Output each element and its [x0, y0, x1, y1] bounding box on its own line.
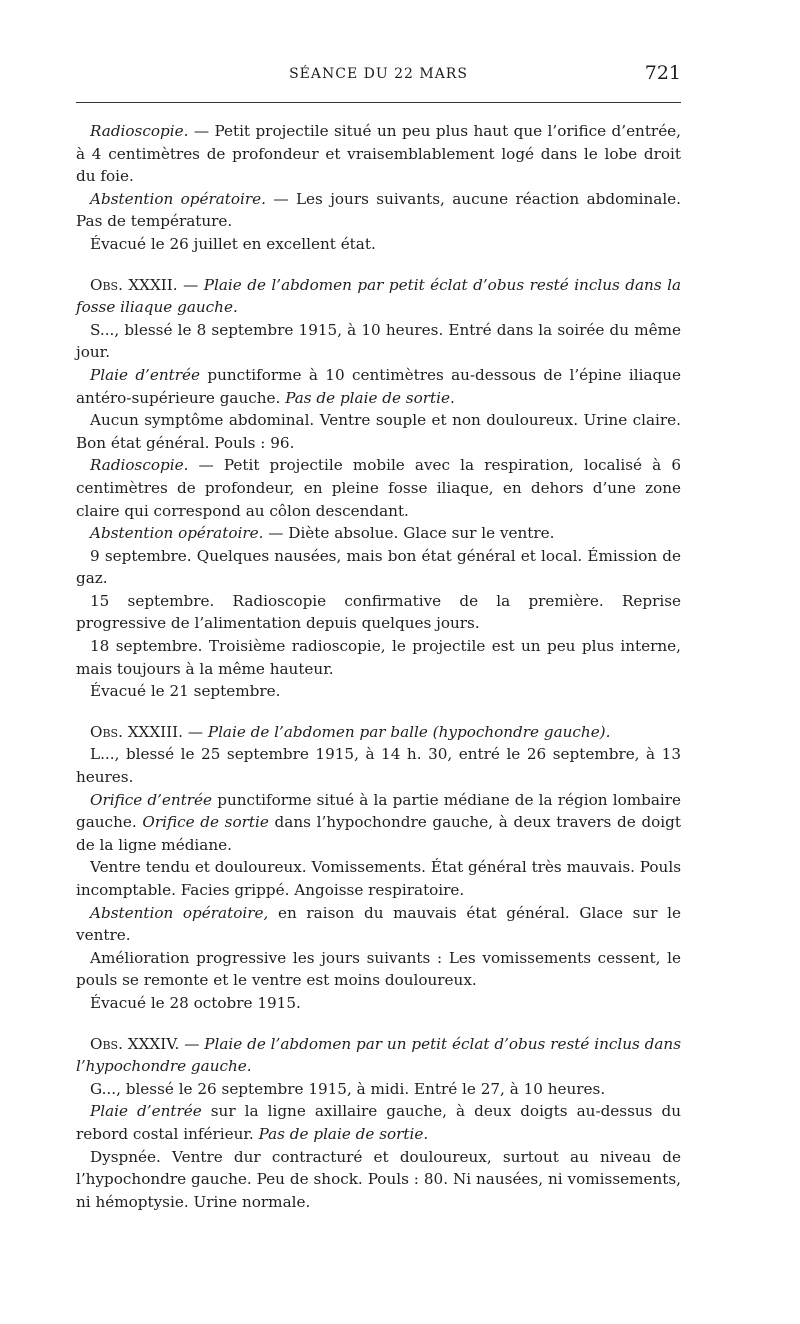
text-span: G..., blessé le 26 septembre 1915, à midi. Entré le 27, à 10 heures.: [90, 1079, 606, 1098]
paragraph: [76, 743, 681, 788]
text-span: 9 septembre. Quelques nausées, mais bon état général et local. Émission de gaz.: [76, 546, 681, 588]
text-span: 15 septembre. Radioscopie confirmative de la première. Reprise progressive de l’alimentation depuis quelques jours.: [76, 591, 681, 633]
text-span: —: [179, 1034, 205, 1053]
italic-text: Abstention opératoire.: [90, 524, 264, 543]
italic-text: Orifice de sortie: [142, 813, 269, 832]
italic-text: Plaie de l’abdomen par petit éclat d’obus resté inclus dans la fosse iliaque gauche.: [76, 275, 681, 317]
running-head-title: SÉANCE DU 22 MARS: [289, 66, 468, 82]
paragraph: [76, 188, 681, 233]
paragraph: [76, 1146, 681, 1214]
text-span: — Les jours suivants, aucune réaction abdominale. Pas de température.: [76, 189, 682, 231]
italic-text: Plaie d’entrée: [90, 1102, 202, 1121]
paragraph: [76, 454, 681, 522]
italic-text: Plaie de l’abdomen par balle (hypochondre gauche).: [207, 722, 611, 741]
paragraph: [76, 992, 681, 1015]
paragraph: [76, 522, 681, 545]
text-span: L..., blessé le 25 septembre 1915, à 14 h. 30, entré le 26 septembre, à 13 heures.: [76, 745, 681, 787]
paragraph: [76, 319, 681, 364]
paragraph: [76, 409, 681, 454]
text-span: — Petit projectile situé un peu plus haut que l’orifice d’entrée, à 4 centimètres de profondeur et vraisemblablement logé dans le lobe droit du foie.: [76, 122, 681, 186]
paragraph: [76, 233, 681, 256]
paragraph: [76, 590, 681, 635]
body-text: [76, 120, 681, 1213]
text-span: Ventre tendu et douloureux. Vomissements. État général très mauvais. Pouls incomptable. Facies grippé. Angoisse respiratoire.: [76, 858, 681, 899]
italic-text: Radioscopie.: [90, 122, 189, 140]
paragraph: [76, 947, 681, 992]
text-span: Évacué le 28 octobre 1915.: [90, 993, 301, 1012]
text-span: Dyspnée. Ventre dur contracturé et douloureux, surtout au niveau de l’hypochondre gauche. Peu de shock. Pouls : 80. Ni nausées, ni vomissements, ni hémoptysie. Urine normale.: [76, 1147, 681, 1211]
paragraph: [76, 680, 681, 703]
text-span: —: [183, 722, 208, 741]
italic-text: Abstention opératoire,: [90, 903, 269, 922]
text-span: Amélioration progressive les jours suivants : Les vomissements cessent, le pouls se remonte et le ventre est moins douloureux.: [76, 948, 681, 990]
italic-text: Orifice d’entrée: [90, 790, 213, 809]
paragraph: [76, 274, 681, 319]
running-head: [76, 62, 681, 86]
text-span: 18 septembre. Troisième radioscopie, le projectile est un peu plus interne, mais toujours à la même hauteur.: [76, 637, 681, 678]
page-number: 721: [644, 62, 681, 84]
text-span: Aucun symptôme abdominal. Ventre souple et non douloureux. Urine claire. Bon état général. Pouls : 96.: [76, 411, 681, 452]
text-span: — Petit projectile mobile avec la respiration, localisé à 6 centimètres de profondeur, en pleine fosse iliaque, en dehors d’une zone claire qui correspond au côlon descendant.: [76, 456, 681, 520]
italic-text: Pas de plaie de sortie.: [285, 388, 455, 407]
paragraph: [76, 635, 681, 680]
text-span: — Diète absolue. Glace sur le ventre.: [263, 524, 555, 543]
italic-text: Plaie de l’abdomen par un petit éclat d’obus resté inclus dans l’hypochondre gauche.: [76, 1034, 681, 1076]
text-span: en raison du mauvais état général. Glace sur le ventre.: [76, 903, 682, 945]
paragraph: [76, 902, 681, 947]
paragraph: [76, 1078, 681, 1101]
paragraph: [76, 856, 681, 901]
italic-text: Radioscopie.: [90, 456, 189, 475]
text-span: dans l’hypochondre gauche, à deux travers de doigt de la ligne médiane.: [76, 813, 681, 854]
paragraph: [76, 364, 681, 409]
paragraph: [76, 1100, 681, 1145]
italic-text: Abstention opératoire.: [90, 189, 266, 208]
text-span: punctiforme à 10 centimètres au-dessous de l’épine iliaque antéro-supérieure gauche.: [76, 365, 681, 407]
italic-text: Pas de plaie de sortie.: [258, 1124, 429, 1143]
header-rule: [76, 102, 681, 103]
observation-heading: Obs. XXXII.: [90, 275, 178, 294]
text-span: punctiforme situé à la partie médiane de la région lombaire gauche.: [76, 790, 681, 832]
text-span: Évacué le 21 septembre.: [90, 682, 281, 701]
text-span: —: [177, 275, 204, 294]
paragraph: [76, 545, 681, 590]
observation-heading: Obs. XXXIII.: [90, 722, 183, 741]
paragraph: [76, 789, 681, 857]
text-span: S..., blessé le 8 septembre 1915, à 10 heures. Entré dans la soirée du même jour.: [76, 320, 681, 362]
observation-heading: Obs. XXXIV.: [90, 1034, 180, 1053]
paragraph: [76, 721, 681, 744]
paragraph: [76, 120, 681, 188]
text-span: Évacué le 26 juillet en excellent état.: [90, 234, 376, 253]
italic-text: Plaie d’entrée: [90, 365, 200, 384]
text-span: sur la ligne axillaire gauche, à deux doigts au-dessus du rebord costal inférieur.: [76, 1102, 682, 1143]
paragraph: [76, 1033, 681, 1078]
